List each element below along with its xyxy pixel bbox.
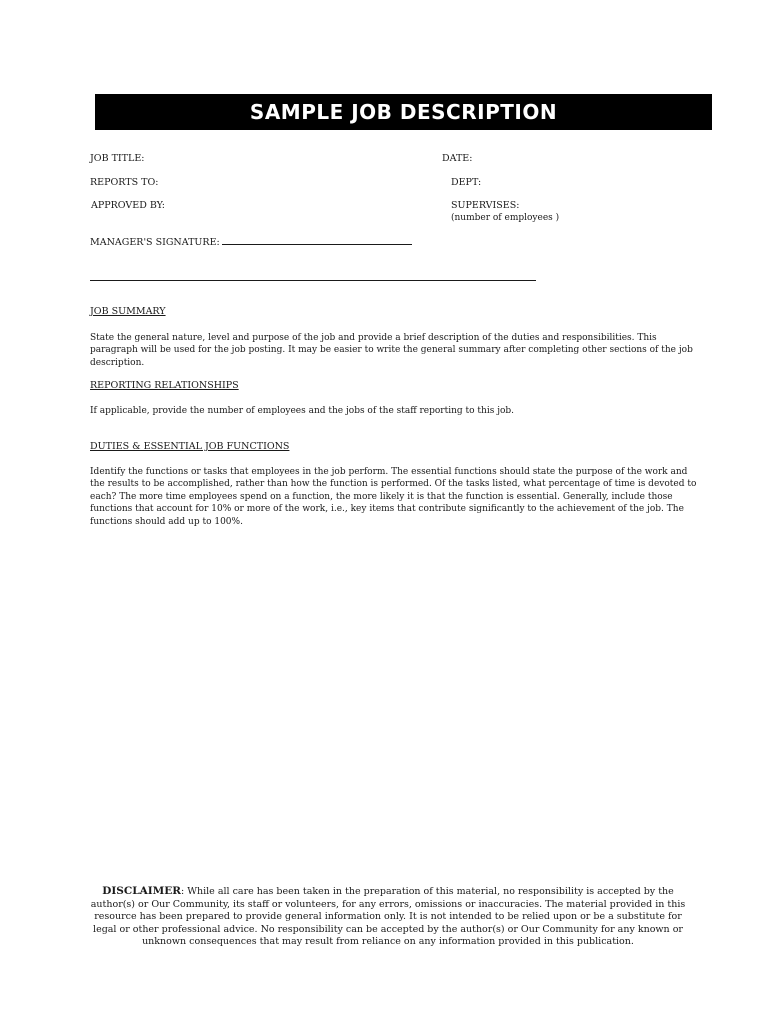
job-summary-text: State the general nature, level and purpose of the job and provide a brief description of the duties and responsibilities. This paragraph will be used for the job posting. It may be easier to write the general summary after completing other sections of the job description. bbox=[90, 333, 693, 368]
dept-label: DEPT: bbox=[451, 177, 482, 188]
date-label: DATE: bbox=[442, 153, 473, 164]
supervises-note: (number of employees ) bbox=[451, 213, 560, 223]
document-title-bar bbox=[95, 94, 712, 130]
horizontal-rule bbox=[90, 280, 536, 281]
duties-text: Identify the functions or tasks that employees in the job perform. The essential functions should state the purpose of the work and the results to be accomplished, rather than how the function is performed. Of the tasks listed, what percentage of time is devoted to each? The more time employees spend on a function, the more likely it is that the function is essential. Generally, include those functions that account for 10% or more of the work, i.e., key items that contribute significantly to the achievement of the job. The functions should add up to 100%. bbox=[90, 467, 697, 527]
job-title-label: JOB TITLE: bbox=[90, 153, 145, 164]
reporting-relationships-text: If applicable, provide the number of employees and the jobs of the staff reporting to this job. bbox=[90, 406, 515, 416]
supervises-label: SUPERVISES: bbox=[451, 200, 520, 211]
approved-by-label: APPROVED BY: bbox=[91, 200, 165, 211]
disclaimer-label: DISCLAIMER bbox=[102, 885, 181, 897]
disclaimer-text: : While all care has been taken in the preparation of this material, no responsibility is accepted by the author(s) or Our Community, its staff or volunteers, for any errors, omissions or inaccuracies. The material provided in this resource has been prepared to provide general information only. It is not intended to be relied upon or be a substitute for legal or other professional advice. No responsibility can be accepted by the author(s) or Our Community for any known or unknown consequences that may result from reliance on any information provided in this publication. bbox=[90, 886, 686, 948]
reporting-relationships-heading: REPORTING RELATIONSHIPS bbox=[90, 380, 239, 391]
disclaimer bbox=[88, 885, 688, 949]
manager-signature-row bbox=[90, 236, 412, 249]
manager-signature-label: MANAGER'S SIGNATURE: bbox=[90, 237, 220, 248]
duties-heading: DUTIES & ESSENTIAL JOB FUNCTIONS bbox=[90, 441, 290, 452]
reports-to-label: REPORTS TO: bbox=[90, 177, 159, 188]
signature-line bbox=[222, 236, 412, 245]
document-title: SAMPLE JOB DESCRIPTION bbox=[249, 100, 558, 124]
job-summary-heading: JOB SUMMARY bbox=[90, 306, 166, 317]
